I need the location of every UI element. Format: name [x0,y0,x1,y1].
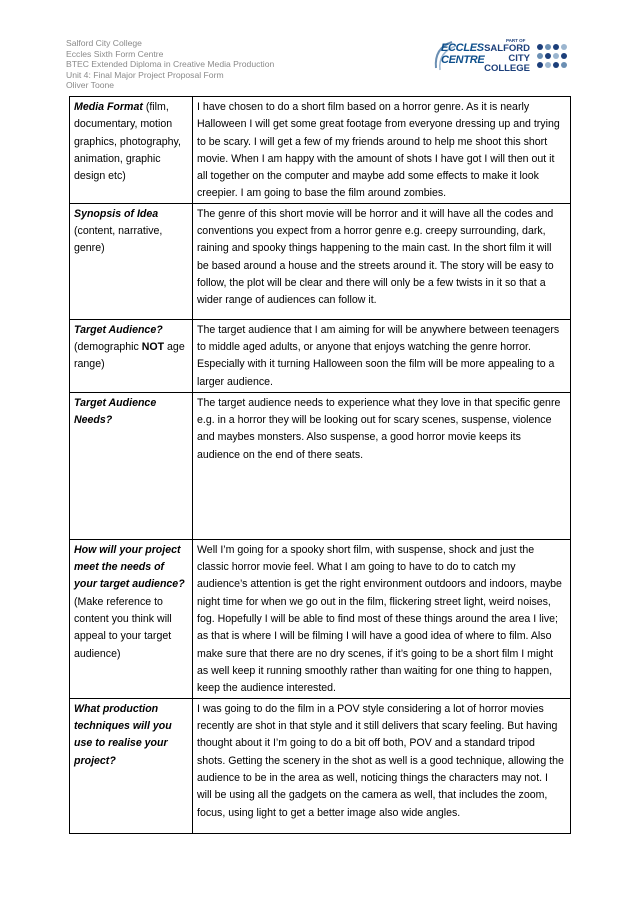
meet-needs-note: (Make reference to content you think will appeal to your target audience) [74,595,172,660]
target-audience-note-end: age range) [74,341,185,371]
salford-city-college-logo [484,38,572,76]
salford-logo-part-of: PART OF [506,38,526,43]
course-name: BTEC Extended Diploma in Creative Media Production [66,59,275,70]
audience-needs-label: Target Audience Needs? [74,396,157,427]
meet-needs-label-cell [70,539,193,698]
media-format-note: (film, documentary, motion graphics, photography, animation, graphic design etc) [74,101,181,183]
student-name: Oliver Toone [66,80,115,91]
eccles-sixth-form-logo [432,38,484,74]
table-row [70,97,571,204]
header-logos [432,36,572,78]
table-row [70,698,571,833]
eccles-logo-text-bottom: CENTRE [441,54,485,66]
meet-needs-answer: Well I’m going for a spooky short film, with suspense, shock and just the classic horror movie feel. What I am going to have to do to catch my audience’s attention is get the right environment outdoors and indoors, maybe night time for when we go out in the film, flickering street light, weird noises, fog. Hopefully I will be able to find most of these things around the area I live; as that is where I will be filming I will have a good idea of where to film. Also make sure that there are no dry scenes, if it’s going to be a short film I might as well keep it running smoothly rather than waiting for one thing to happen, keep the audience interested. [193,539,571,698]
salford-logo-line1: SALFORD [484,43,530,54]
unit-name: Unit 4: Final Major Project Proposal Form [66,69,224,80]
table-row [70,539,571,698]
salford-logo-line3: COLLEGE [484,63,530,74]
target-audience-label: Target Audience? [74,323,163,336]
synopsis-label-cell [70,203,193,319]
target-audience-note-not: NOT [141,341,165,354]
target-audience-answer: The target audience that I am aiming for will be anywhere between teenagers to middle aged adults, or anyone that enjoys watching the genre horror. Especially with it turning Halloween soon the film will be more appealing to a larger audience. [193,319,571,392]
media-format-label: Media Format [74,101,143,113]
audience-needs-label-cell [70,392,193,539]
media-format-answer: I have chosen to do a short film based on a horror genre. As it is nearly Halloween I will get some great footage from everyone dressing up and trying to be scary. I will get a few of my friends around to help me shoot this short movie. When I am happy with the amount of shots I have got I will then out it all together on the computer and maybe add some effects to make it look creepier. I am going to base the film around zombies. [193,97,571,204]
table-row [70,203,571,319]
centre-name: Eccles Sixth Form Centre [66,48,164,59]
salford-logo-dots-icon [536,42,572,74]
proposal-form-table [69,96,571,834]
synopsis-answer: The genre of this short movie will be horror and it will have all the codes and conventions you expect from a horror genre e.g. creepy surrounding, dark, raining and spooky things happening to the main cast. In the short film it will be based around a house and the streets around it. The story will be easy to follow, the plot will be clear and there will only be a few twists in it so that a wider range of audiences can follow it. [193,203,571,319]
document-header [66,38,274,91]
table-row [70,319,571,392]
production-techniques-label: What production techniques will you use to realise your project? [74,702,172,767]
eccles-logo-text-top: ECCLES [441,42,484,54]
production-techniques-label-cell [70,698,193,833]
target-audience-note-start: (demographic [74,341,142,354]
meet-needs-label: How will your project meet the needs of your target audience? [74,543,185,591]
table-row [70,392,571,539]
college-name: Salford City College [66,38,142,48]
production-techniques-answer: I was going to do the film in a POV style considering a lot of horror movies recently are shot in that style and it still delivers that scary feeling. But having thought about it I’m going to do a bit off both, POV and a standard tripod shots. Getting the scenery in the shot as well is a good technique, allowing the audience to be in the area as well, noticing things the characters may not. I will be using all the gadgets on the camera as well, that includes the zoom, focus, using light to get a better image also wide angles. [193,698,571,833]
audience-needs-answer: The target audience needs to experience what they love in that specific genre e.g. in a horror they will be looking out for scary scenes, suspense, violence and maybes monsters. Also suspense, a good horror movie keeps its audience on the end of there seats. [193,392,571,539]
synopsis-note: (content, narrative, genre) [74,225,163,255]
synopsis-label: Synopsis of Idea [74,207,159,220]
target-audience-label-cell [70,319,193,392]
media-format-label-cell [70,97,193,204]
salford-logo-line2: CITY [508,53,530,64]
